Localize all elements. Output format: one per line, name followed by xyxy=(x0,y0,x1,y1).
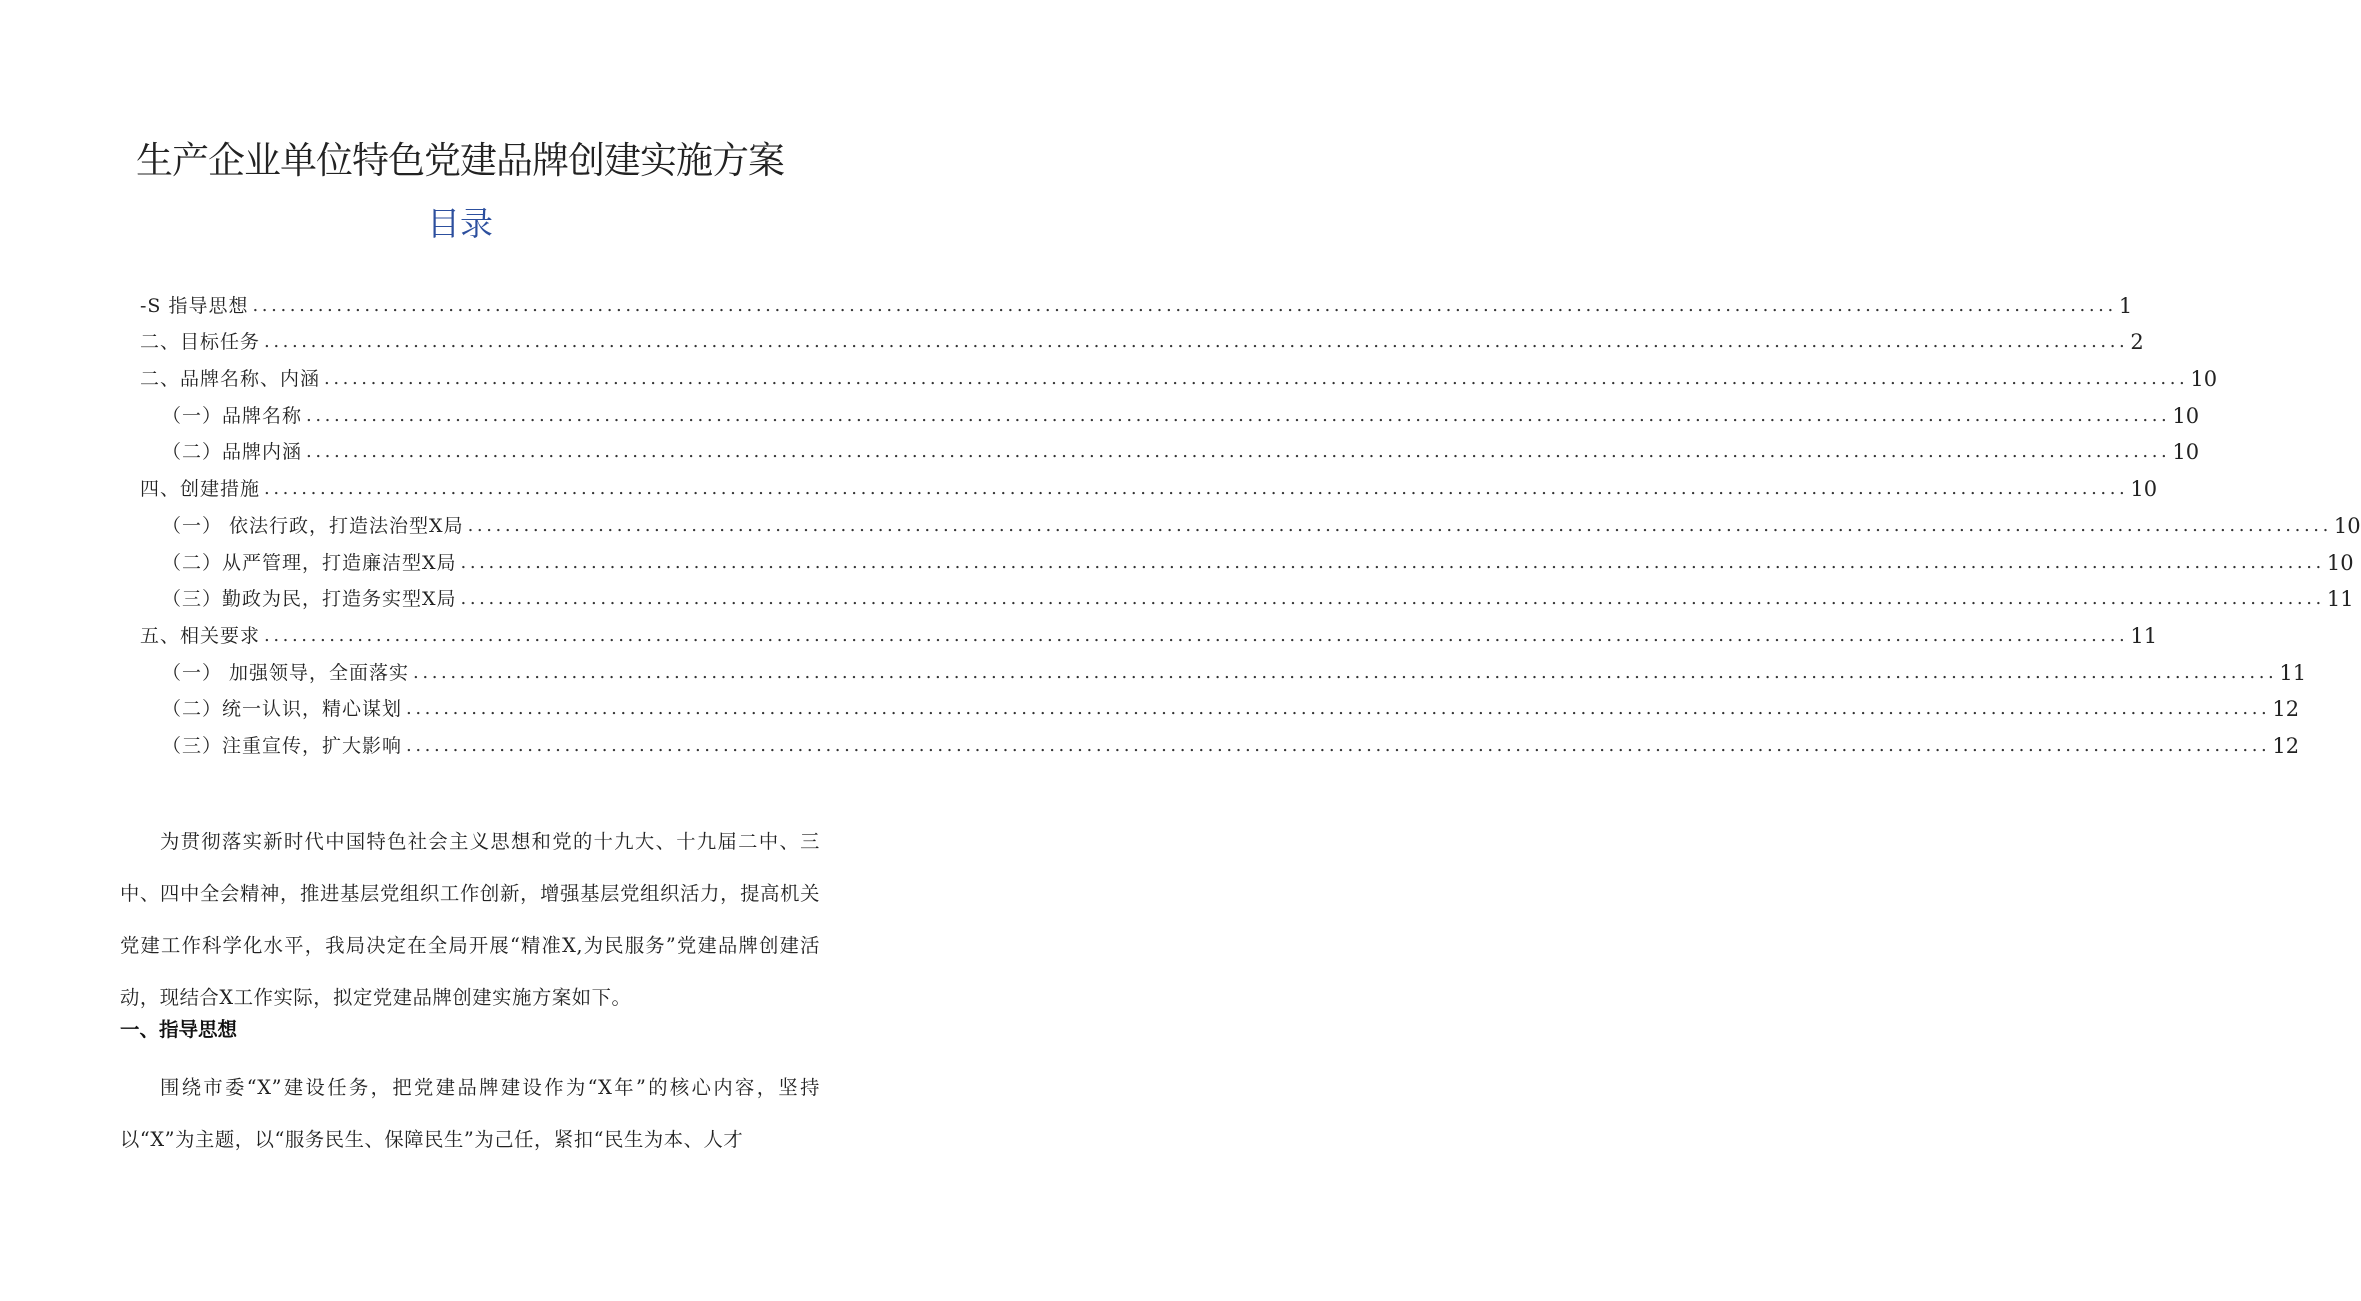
toc-entry[interactable] xyxy=(140,466,2158,503)
toc-entry[interactable] xyxy=(140,613,2158,650)
toc-page-number: 11 xyxy=(2130,623,2158,648)
toc-entry-title: （二）统一认识，精心谋划 xyxy=(162,698,403,721)
toc-entry[interactable] xyxy=(140,650,2307,687)
toc-page-number: 10 xyxy=(2333,513,2361,538)
toc-leader-dots: ........................................................................................................................................................................................................ xyxy=(406,734,2271,756)
toc-leader-dots: ........................................................................................................................................................................................................ xyxy=(252,294,2117,316)
toc-entry[interactable] xyxy=(140,687,2300,724)
toc-page-number: 10 xyxy=(2130,477,2158,502)
toc-leader-dots: ........................................................................................................................................................................................................ xyxy=(460,588,2325,610)
toc-entry-title: 四、创建措施 xyxy=(140,478,261,501)
toc-leader-dots: ........................................................................................................................................................................................................ xyxy=(467,514,2332,536)
toc-page-number: 12 xyxy=(2272,697,2300,722)
toc-leader-dots: ........................................................................................................................................................................................................ xyxy=(413,661,2278,683)
toc-page-number: 10 xyxy=(2172,440,2200,465)
toc-entry[interactable] xyxy=(140,393,2200,430)
document-title: 生产企业单位特色党建品牌创建实施方案 xyxy=(136,139,784,182)
toc-page-number: 10 xyxy=(2190,367,2218,392)
toc-leader-dots: ........................................................................................................................................................................................................ xyxy=(406,698,2271,720)
toc-entry-title: （三）勤政为民，打造务实型X局 xyxy=(162,588,457,611)
toc-entry-title: -S 指导思想 xyxy=(140,294,249,317)
toc-leader-dots: ........................................................................................................................................................................................................ xyxy=(460,551,2325,573)
toc-entry-title: （二）从严管理，打造廉洁型X局 xyxy=(162,551,457,574)
toc-leader-dots: ........................................................................................................................................................................................................ xyxy=(264,478,2129,500)
toc-entry[interactable] xyxy=(140,430,2200,467)
section-heading: 一、指导思想 xyxy=(120,1018,238,1041)
toc-entry[interactable] xyxy=(140,540,2354,577)
toc-entry[interactable] xyxy=(140,723,2300,760)
toc-leader-dots: ........................................................................................................................................................................................................ xyxy=(306,404,2171,426)
toc-entry-title: （二）品牌内涵 xyxy=(162,441,303,464)
table-of-contents xyxy=(140,283,2361,760)
toc-entry-title: （三）注重宣传，扩大影响 xyxy=(162,734,403,757)
intro-paragraph: 为贯彻落实新时代中国特色社会主义思想和党的十九大、十九届二中、三中、四中全会精神，推进基层党组织工作创新，增强基层党组织活力，提高机关党建工作科学化水平，我局决定在全局开展“精准X,为民服务”党建品牌创建活动，现结合X工作实际，拟定党建品牌创建实施方案如下。 xyxy=(120,830,820,1009)
toc-leader-dots: ........................................................................................................................................................................................................ xyxy=(264,331,2129,353)
toc-entry[interactable] xyxy=(140,283,2133,320)
toc-entry-title: 二、目标任务 xyxy=(140,331,261,354)
toc-page-number: 10 xyxy=(2326,550,2354,575)
toc-entry-title: （一）品牌名称 xyxy=(162,404,303,427)
toc-leader-dots: ........................................................................................................................................................................................................ xyxy=(324,368,2189,390)
toc-entry-title: （一） 依法行政，打造法治型X局 xyxy=(162,514,464,537)
toc-page-number: 11 xyxy=(2326,587,2354,612)
toc-entry[interactable] xyxy=(140,356,2218,393)
toc-entry-title: 二、品牌名称、内涵 xyxy=(140,368,321,391)
toc-entry[interactable] xyxy=(140,503,2361,540)
toc-leader-dots: ........................................................................................................................................................................................................ xyxy=(264,624,2129,646)
toc-leader-dots: ........................................................................................................................................................................................................ xyxy=(306,441,2171,463)
toc-entry-title: （一） 加强领导，全面落实 xyxy=(162,661,410,684)
toc-entry[interactable] xyxy=(140,320,2144,357)
section-paragraph: 围绕市委“X”建设任务，把党建品牌建设作为“X年”的核心内容，坚持以“X”为主题，以“服务民生、保障民生”为己任，紧扣“民生为本、人才 xyxy=(120,1076,820,1151)
toc-page-number: 10 xyxy=(2172,403,2200,428)
toc-page-number: 2 xyxy=(2130,330,2144,355)
toc-entry[interactable] xyxy=(140,577,2354,614)
toc-entry-title: 五、相关要求 xyxy=(140,624,261,647)
toc-page-number: 11 xyxy=(2279,660,2307,685)
toc-page-number: 1 xyxy=(2118,293,2133,318)
toc-page-number: 12 xyxy=(2272,733,2300,758)
toc-heading: 目录 xyxy=(427,204,493,243)
